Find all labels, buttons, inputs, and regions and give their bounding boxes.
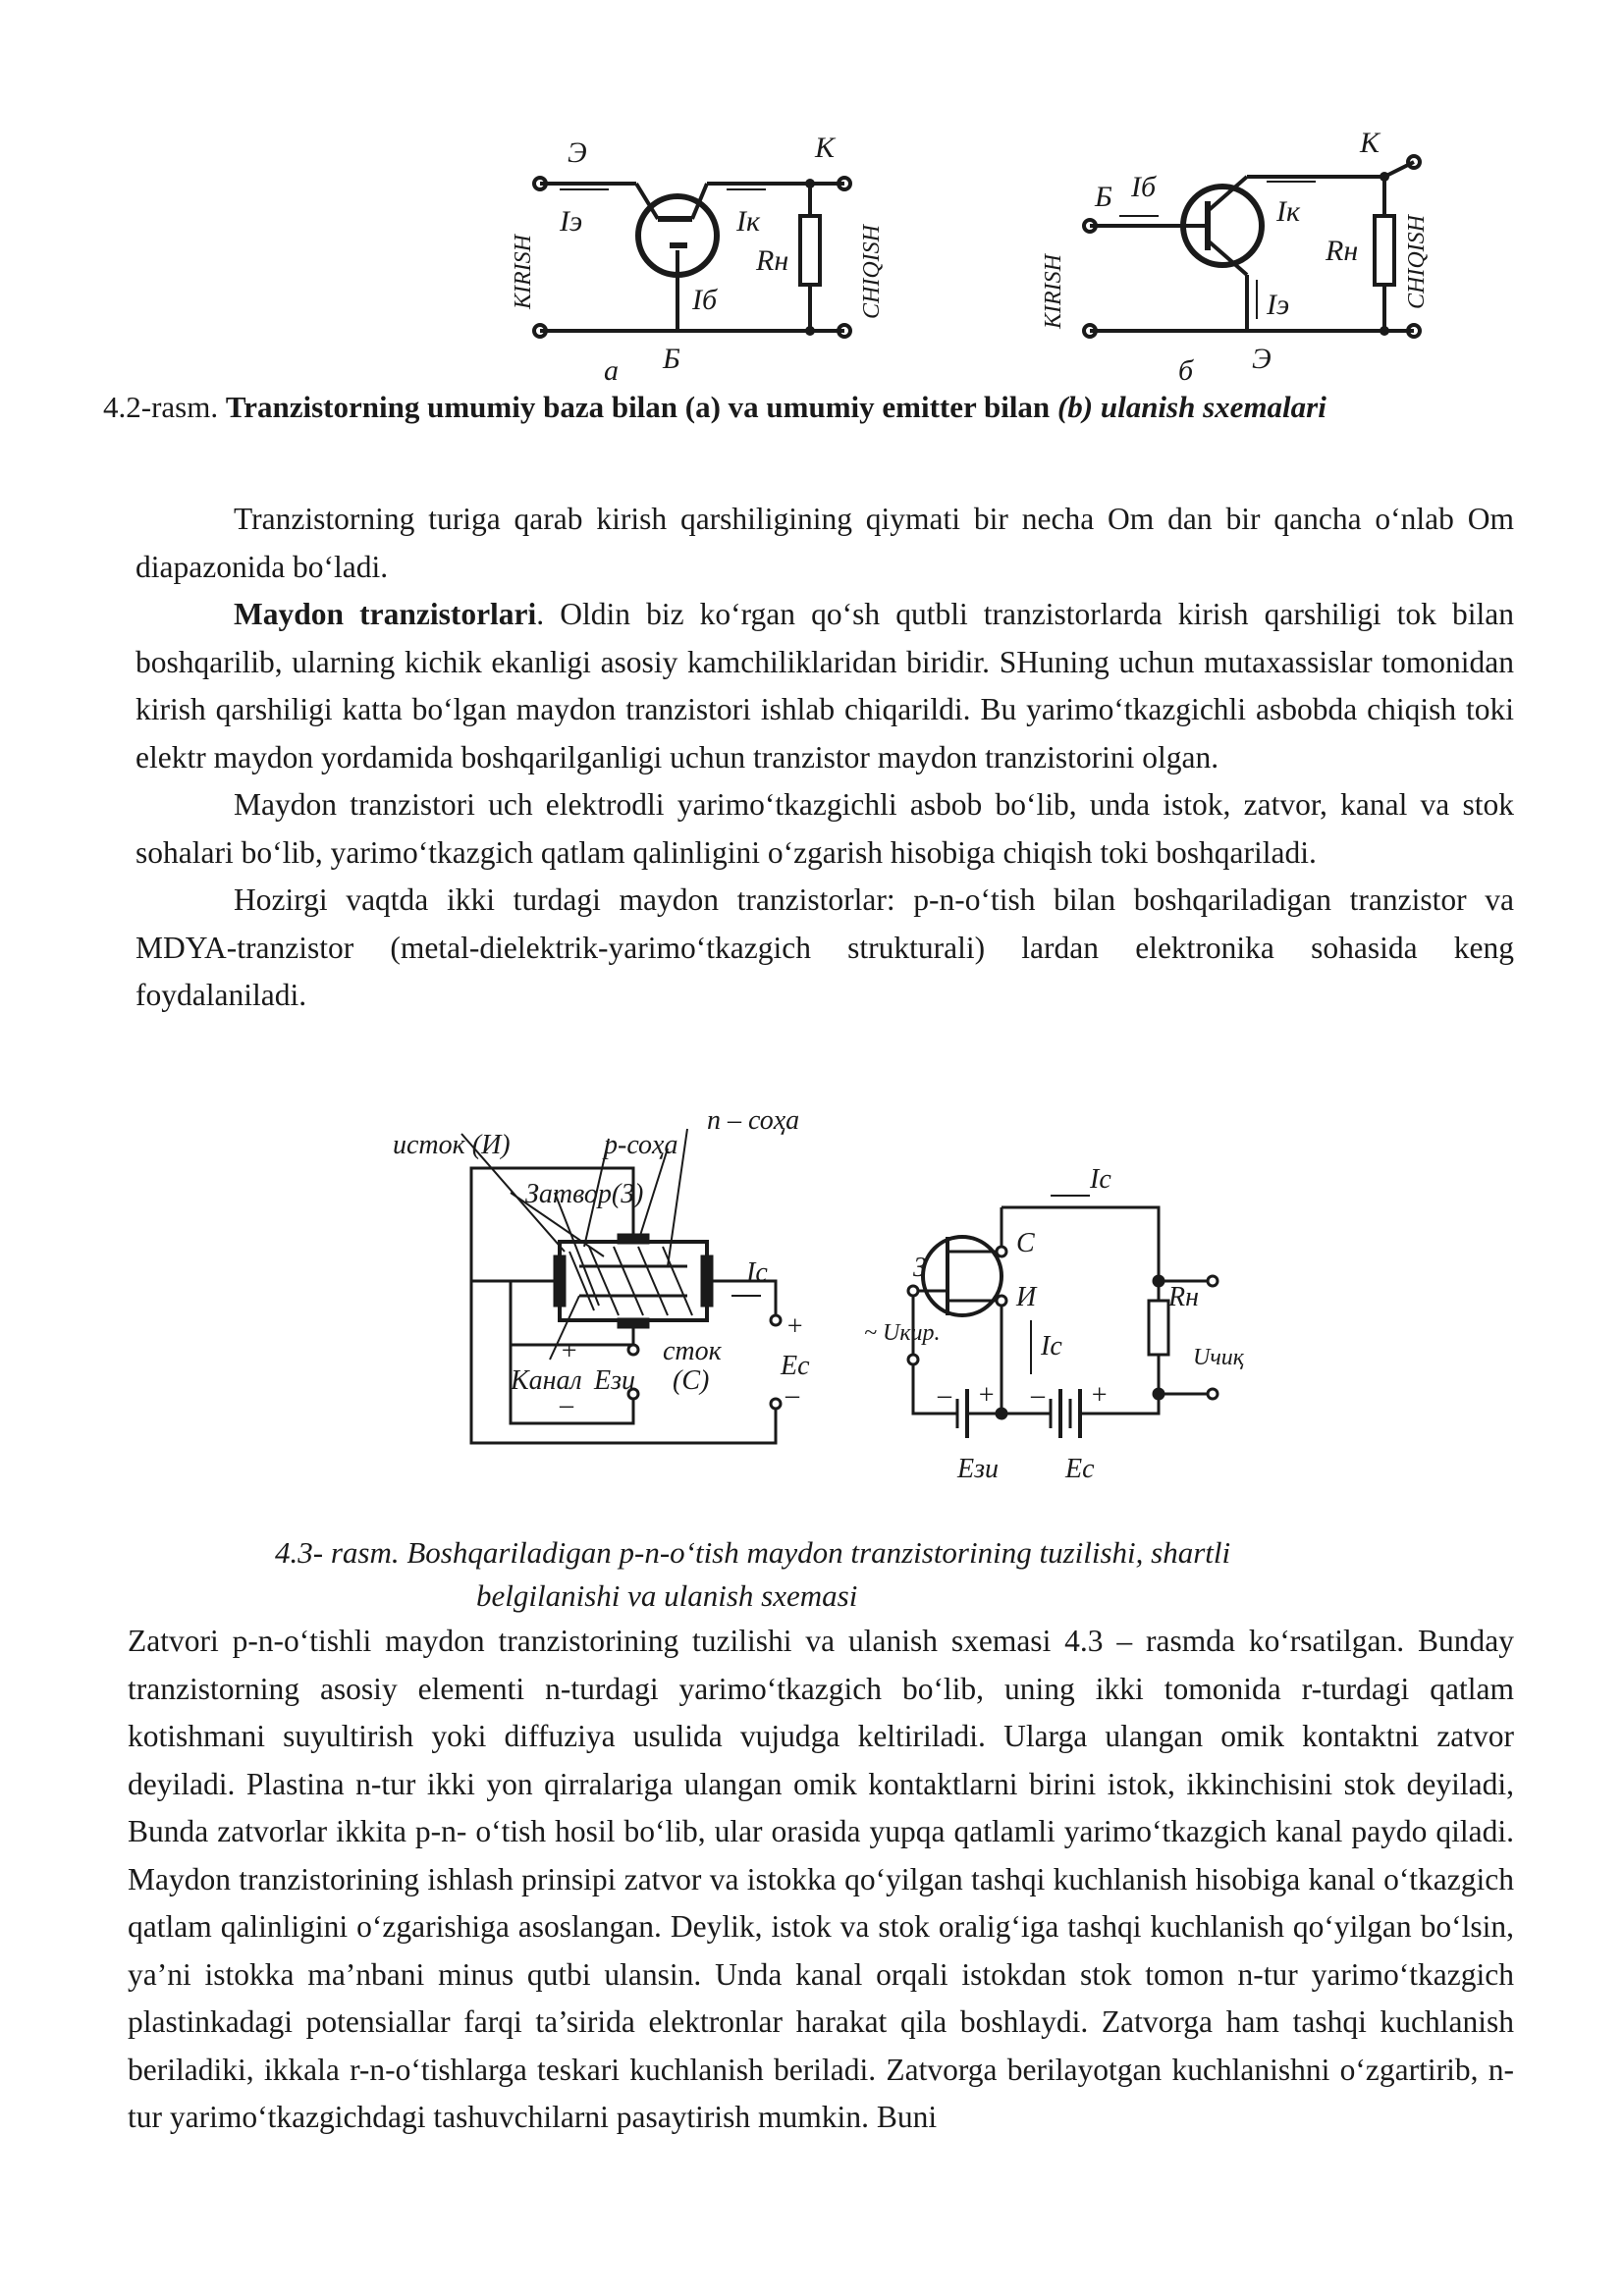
fig43-ic-top: Iс <box>1090 1164 1111 1195</box>
fig43-plus-left: + <box>560 1336 578 1366</box>
fig42a-sub-label: а <box>604 354 619 387</box>
fig42b-ik-label: Iк <box>1276 195 1301 228</box>
fig42b-b-label: Б <box>1095 181 1112 213</box>
figure-4-3-svg <box>383 1109 1267 1531</box>
fig43-uout: Uчиқ <box>1193 1345 1245 1370</box>
paragraph-1: Tranzistorning turiga qarab kirish qarshiligining qiymati bir necha Om dan bir qancha o‘nlab Om diapazonida bo‘ladi. <box>135 502 1514 584</box>
fig43-plus2: + <box>1090 1380 1109 1411</box>
fig43-source: исток (И) <box>393 1130 511 1160</box>
fig42b-ie-label: Iэ <box>1267 289 1290 321</box>
fig43-ezi-left: Eзи <box>594 1365 636 1396</box>
paragraph-2 <box>135 591 1514 781</box>
fig43-uin: ~ Uкир. <box>864 1320 941 1346</box>
fig43-minus2: – <box>1031 1380 1045 1411</box>
fig43-ic-mid: Iс <box>1041 1331 1062 1362</box>
fig42a-input-label: KIRISH <box>511 235 536 309</box>
figure-4-3 <box>383 1109 1267 1531</box>
fig42a-ie-label: Iэ <box>560 205 583 238</box>
caption-italic: (b) ulanish sxemalari <box>1056 390 1326 424</box>
fig43-minus-right: – <box>785 1380 799 1411</box>
fig42a-b-label: Б <box>663 343 680 375</box>
figure-4-2 <box>491 123 1453 388</box>
fig43-drain-c: (С) <box>673 1365 710 1396</box>
paragraph-5: Zatvori p-n-o‘tishli maydon tranzistorining tuzilishi va ulanish sxemasi 4.3 – rasmda ko‘rsatilgan. Bunday tranzistorning asosiy elementi n-turdagi yarimo‘tkazgich bo‘lib, uning ikki tomonida r-turdagi qatlam kotishmani suyultirish yoki diffuziya usulida vujudga keltiriladi. Ularga ulangan omik kontaktni zatvor deyiladi. Plastina n-tur ikki yon qirralariga ulangan omik kontaktlarni birini istok, ikkinchisini stok deyiladi, Bunda zatvorlar ikkita p-n- o‘tish hosil bo‘lib, ular orasida yupqa qatlamli yarimo‘tkazgich kanal paydo qiladi. Maydon tranzistorining ishlash prinsipi zatvor va istokka qo‘yilgan tashqi kuchlanish hisobiga kanal o‘tkazgich qatlam qalinligini o‘zgarishiga asoslangan. Deylik, istok va stok oralig‘iga tashqi kuchlanish qo‘yilgan bo‘lsin, ya’ni istokka ma’nbani minus qutbi ulansin. Unda kanal orqali istokdan stok tomon n-tur yarimo‘tkazgich plastinkadagi potensiallar farqi ta’sirida elektronlar harakat qila boshlaydi. Zatvorga ham tashqi kuchlanish beriladiki, ikkala r-n-o‘tishlarga teskari kuchlanish beriladi. Zatvorga berilayotgan kuchlanishni o‘zgartirib, n-tur yarimo‘tkazgichdagi tashuvchilarni pasaytirish mumkin. Buni <box>128 1624 1514 2134</box>
figure-4-2-caption <box>103 388 1527 427</box>
caption-bold: Tranzistorning umumiy baza bilan (a) va umumiy emitter bilan <box>225 390 1057 424</box>
figure-4-2-svg <box>491 123 1453 388</box>
paragraph-2-rest: . Oldin biz ko‘rgan qo‘sh qutbli tranzistorlarda kirish qarshiligi tok bilan boshqarilib, ularning kichik ekanligi asosiy kamchiliklaridan biridir. SHuning uchun mutaxassislar tomonidan kirish qarshiligi katta bo‘lgan maydon tranzistori ishlab chiqarildi. Bu yarimo‘tkazgichli asbobda chiqish toki elektr maydon yordamida boshqarilganligi uchun tranzistor maydon tranzistorini olgan. <box>135 597 1514 774</box>
fig42a-e-label: Э <box>568 136 587 169</box>
fig43-ec-left: Eс <box>781 1351 810 1381</box>
fig42b-k-label: К <box>1360 127 1380 159</box>
fig43-gate: Затвор(З) <box>525 1179 644 1209</box>
fig43-ezi-right: Eзи <box>957 1454 1000 1484</box>
fig42b-output-label: CHIQISH <box>1404 215 1430 309</box>
body-text-top <box>135 496 1514 1020</box>
fig43-z: З <box>913 1253 927 1283</box>
figure-4-3-caption-line1: 4.3- rasm. Boshqariladigan p-n-o‘tish maydon tranzistorining tuzilishi, shartli <box>275 1535 1231 1570</box>
fig42a-output-label: CHIQISH <box>859 225 885 319</box>
figure-4-3-caption-line2: belgilanishi va ulanish sxemasi <box>476 1578 858 1613</box>
fig43-p-region: p-соҳа <box>604 1130 678 1160</box>
paragraph-3: Maydon tranzistori uch elektrodli yarimo‘tkazgichli asbob bo‘lib, unda istok, zatvor, kanal va stok sohalari bo‘lib, yarimo‘tkazgich qatlam qalinligini o‘zgarish hisobiga chiqish toki boshqariladi. <box>135 787 1514 870</box>
fig42a-k-label: К <box>815 132 835 164</box>
fig43-minus1: – <box>938 1380 951 1411</box>
fig43-i: И <box>1016 1282 1037 1312</box>
fig42a-rn-label: Rн <box>756 244 789 277</box>
figure-4-3-caption <box>275 1531 1394 1618</box>
fig42a-ib-label: Iб <box>692 284 718 316</box>
fig43-ic-left: Iс <box>746 1257 768 1288</box>
paragraph-4: Hozirgi vaqtda ikki turdagi maydon tranzistorlar: p-n-o‘tish bilan boshqariladigan tranzistor va MDYA-tranzistor (metal-dielektrik-yarimo‘tkazgich strukturali) lardan elektronika sohasida keng foydalaniladi. <box>135 882 1514 1012</box>
fig42a-ik-label: Iк <box>736 205 761 238</box>
fig43-minus-left: – <box>560 1390 573 1420</box>
fig42b-sub-label: б <box>1178 354 1194 387</box>
fig42b-input-label: KIRISH <box>1041 254 1066 329</box>
fig43-plus1: + <box>977 1380 996 1411</box>
fig42b-e-label: Э <box>1252 343 1272 375</box>
body-text-bottom <box>128 1618 1514 2142</box>
fig43-rn: Rн <box>1168 1282 1199 1312</box>
paragraph-2-bold: Maydon tranzistorlari <box>234 597 537 631</box>
fig42b-ib-label: Iб <box>1131 171 1157 203</box>
fig43-ec-right: Eс <box>1065 1454 1095 1484</box>
fig43-n-region: n – соҳа <box>707 1109 800 1136</box>
fig43-drain: сток <box>663 1336 722 1366</box>
fig43-plus-right: + <box>785 1311 804 1342</box>
fig43-channel: Канал <box>511 1365 582 1396</box>
fig43-c: С <box>1016 1228 1035 1258</box>
fig42b-rn-label: Rн <box>1326 235 1359 267</box>
caption-prefix: 4.2-rasm. <box>103 390 226 424</box>
